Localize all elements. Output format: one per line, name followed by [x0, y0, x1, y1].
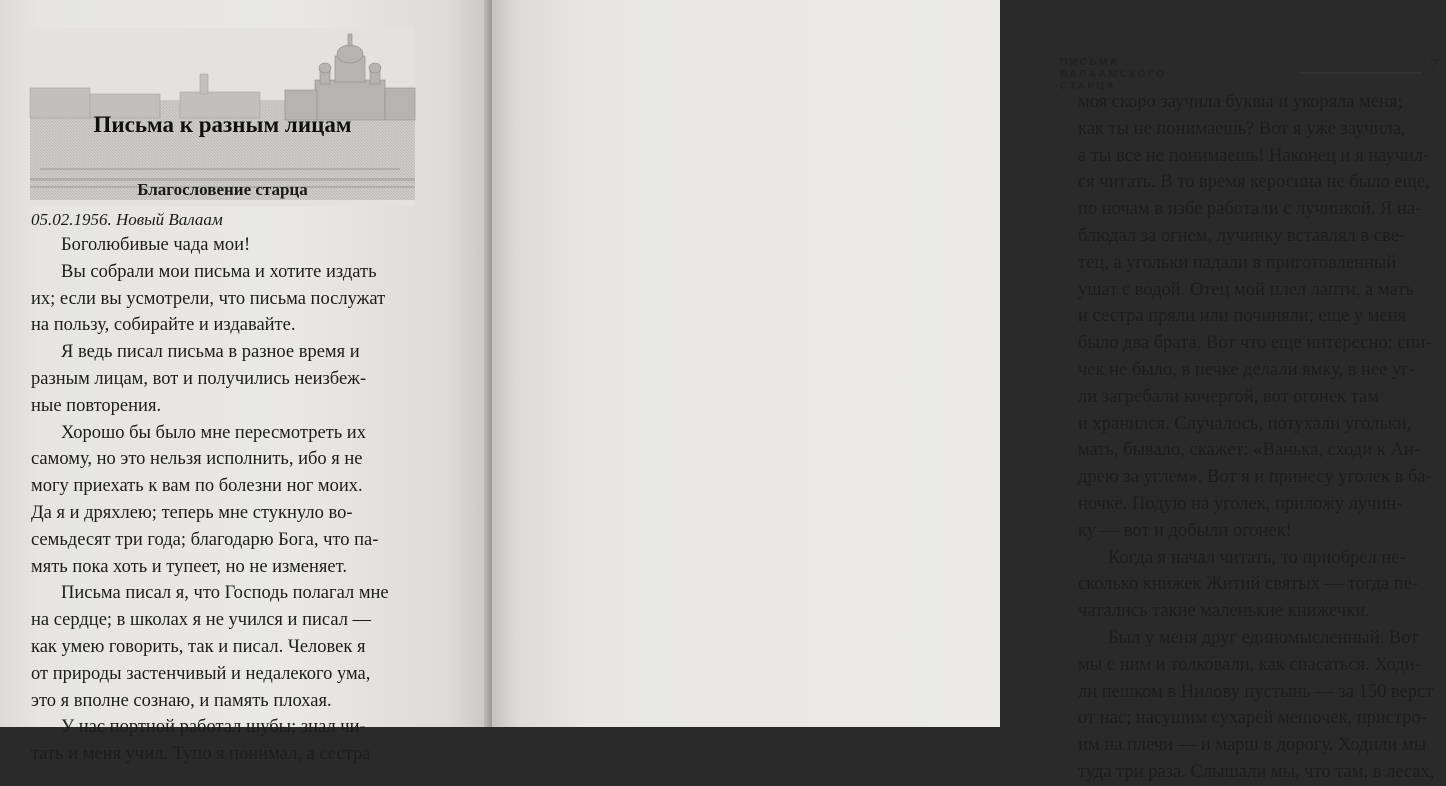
left-page: [0, 0, 488, 765]
text-line: ушат с водой. Отец мой плел лапти, а мать: [1078, 279, 1414, 300]
left-page-text: [31, 232, 406, 768]
subsection-title: Благословение старца: [137, 180, 308, 199]
text-line: Я ведь писал письма в разное время и: [61, 342, 360, 363]
text-line: тать и меня учил. Тупо я понимал, а сестра: [31, 744, 371, 765]
text-line: сколько книжек Житий святых — тогда пе-: [1078, 574, 1419, 595]
running-head-rule: [1300, 72, 1422, 74]
text-line: чатались такие маленькие книжечки.: [1078, 601, 1370, 622]
text-line: от нас; насушим сухарей мешочек, пристро-: [1078, 708, 1427, 729]
text-line: Когда я начал читать, то приобрел не-: [1108, 547, 1406, 568]
letter-dateline: 05.02.1956. Новый Валаам: [31, 210, 223, 229]
text-line: по ночам в избе работали с лучинкой. Я на-: [1078, 199, 1422, 220]
text-line: это я вполне сознаю, и память плохая.: [31, 690, 332, 711]
text-line: дрею за углем». Вот я и принесу уголек в ба-: [1078, 467, 1432, 488]
text-line: чек не было, в печке делали ямку, в нее уг-: [1078, 359, 1416, 380]
text-line: могу приехать к вам по болезни ног моих.: [31, 476, 363, 497]
text-line: самому, но это нельзя исполнить, ибо я не: [31, 449, 363, 470]
text-line: Хорошо бы было мне пересмотреть их: [61, 422, 366, 443]
text-line: как ты не понимаешь? Вот я уже заучила,: [1078, 118, 1406, 139]
text-line: тец, а угольки падали в приготовленный: [1078, 252, 1397, 273]
text-line: блюдал за огнем, лучинку вставлял в све-: [1078, 225, 1405, 246]
text-line: было два брата. Вот что еще интересно: спи-: [1078, 333, 1432, 354]
right-page-text: [1078, 89, 1446, 786]
text-line: моя скоро заучила буквы и укоряла меня;: [1078, 92, 1403, 112]
text-line: ночке. Подую на уголек, приложу лучин-: [1078, 493, 1403, 514]
text-line: семьдесят три года; благодарю Бога, что па-: [31, 529, 379, 550]
text-line: Боголюбивые чада мои!: [61, 235, 251, 255]
text-line: и хранился. Случалось, потухали угольки,: [1078, 413, 1412, 434]
text-line: ные повторения.: [31, 395, 162, 416]
running-head: ПИСЬМА ВАЛААМСКОГО СТАРЦА: [1060, 56, 1167, 92]
right-page: [492, 0, 1439, 782]
text-line: Был у меня друг единомысленный. Вот: [1108, 627, 1419, 648]
page-number: 7: [1430, 55, 1439, 74]
text-line: ли загребали кочергой, вот огонек там: [1078, 386, 1379, 407]
section-title: Письма к разным лицам: [93, 112, 352, 137]
text-line: от природы застенчивый и недалекого ума,: [31, 663, 371, 684]
text-line: мать, бывало, скажет: «Ванька, сходи к Ан-: [1078, 440, 1420, 461]
text-line: Вы собрали мои письма и хотите издать: [61, 261, 377, 282]
text-line: а ты все не понимаешь! Наконец и я научил-: [1078, 145, 1430, 166]
text-line: ся читать. В то время керосина не было еще,: [1078, 172, 1430, 193]
text-line: разным лицам, вот и получились неизбеж-: [31, 368, 367, 389]
text-line: Письма писал я, что Господь полагал мне: [61, 583, 389, 604]
text-line: мы с ним и толковали, как спасаться. Ходи-: [1078, 654, 1421, 675]
text-line: мять пока хоть и тупеет, но не изменяет.: [31, 556, 347, 577]
text-line: на пользу, собирайте и издавайте.: [31, 315, 296, 336]
text-line: У нас портной работал шубы; знал чи-: [61, 717, 366, 738]
text-line: как умею говорить, так и писал. Человек я: [31, 636, 366, 657]
text-line: ку — вот и добыли огонек!: [1078, 520, 1292, 541]
text-line: ли пешком в Нилову пустынь — за 150 верст: [1078, 681, 1434, 702]
text-line: их; если вы усмотрели, что письма послужат: [31, 288, 386, 309]
text-line: Да я и дряхлею; теперь мне стукнуло во-: [31, 502, 353, 523]
text-line: им на плечи — и марш в дорогу. Ходили мы: [1078, 735, 1427, 756]
text-line: и сестра пряли или починяли; еще у меня: [1078, 306, 1406, 327]
text-line: на сердце; в школах я не учился и писал —: [31, 610, 372, 631]
text-line: туда три раза. Слышали мы, что там, в лесах,: [1078, 761, 1435, 782]
